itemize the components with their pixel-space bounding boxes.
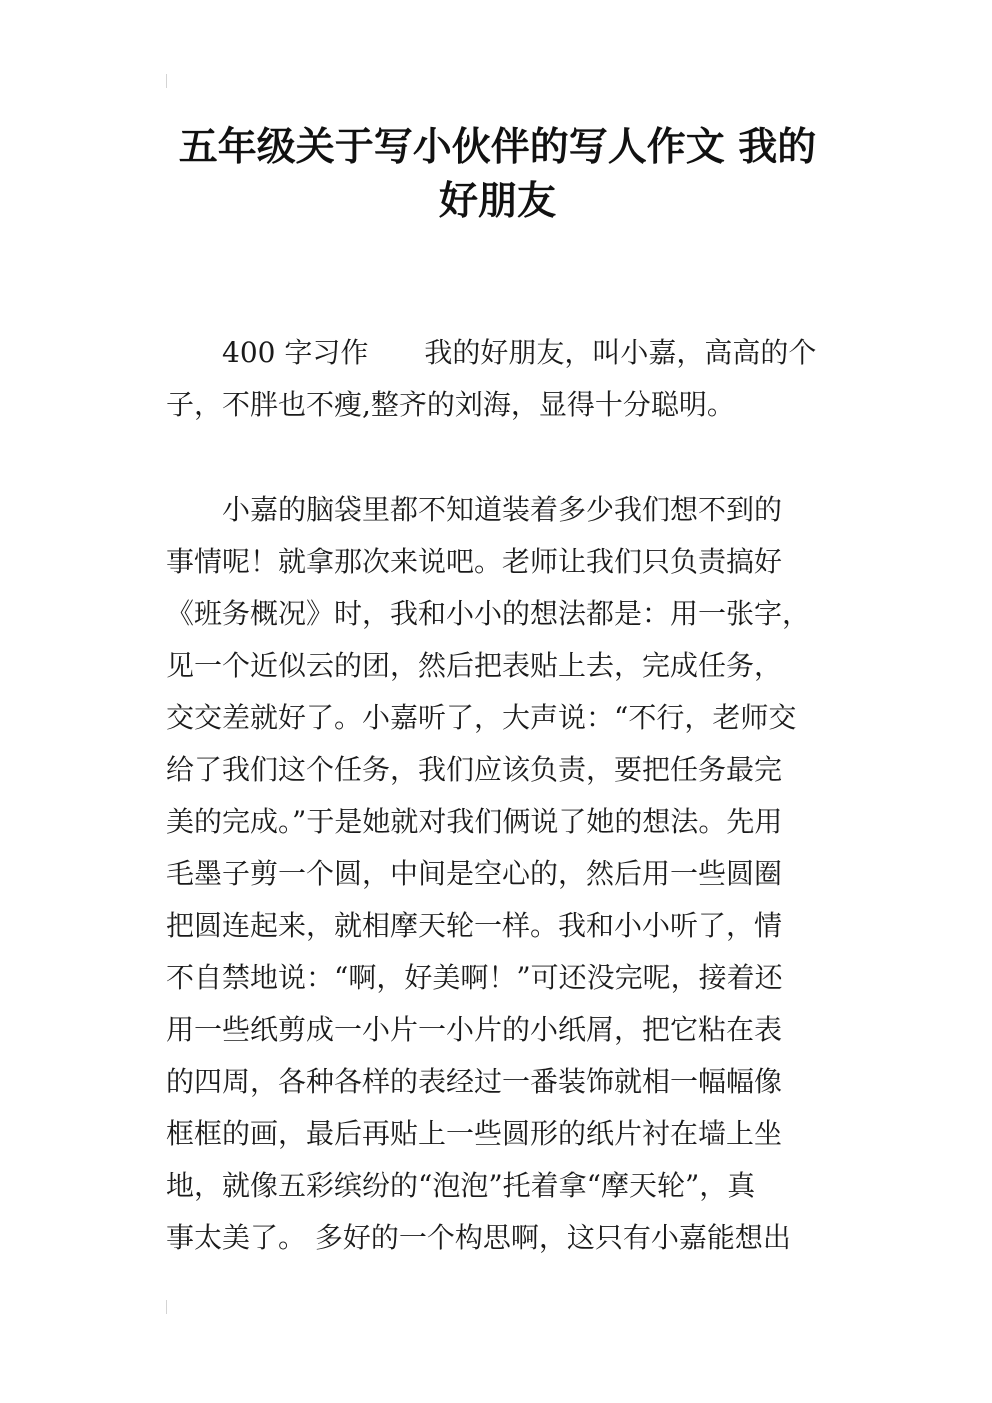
text-line: 事太美了。 多好的一个构思啊，这只有小嘉能想出 — [166, 1221, 791, 1254]
text-line: 给了我们这个任务，我们应该负责，要把任务最完 — [166, 753, 783, 786]
text-line: 400 字习作 我的好朋友，叫小嘉，高高的个 — [166, 336, 817, 369]
text-line: 交交差就好了。小嘉听了，大声说：“不行，老师交 — [166, 701, 797, 734]
paragraph-intro — [166, 327, 829, 431]
text-line: 美的完成。”于是她就对我们俩说了她的想法。先用 — [166, 805, 783, 838]
text-line: 地，就像五彩缤纷的“泡泡”托着拿“摩天轮”，真 — [166, 1169, 756, 1202]
document-title — [166, 121, 829, 229]
text-line: 用一些纸剪成一小片一小片的小纸屑，把它粘在表 — [166, 1013, 783, 1046]
text-line: 把圆连起来，就相摩天轮一样。我和小小听了，情 — [166, 909, 783, 942]
text-line: 不自禁地说：“啊，好美啊！”可还没完呢，接着还 — [166, 961, 783, 994]
text-line: 的四周，各种各样的表经过一番装饰就相一幅幅像 — [166, 1065, 783, 1098]
text-line: 框框的画，最后再贴上一些圆形的纸片衬在墙上坐 — [166, 1117, 783, 1150]
margin-mark-top — [166, 74, 167, 88]
margin-mark-bottom — [166, 1300, 167, 1314]
text-line: 毛墨子剪一个圆，中间是空心的，然后用一些圆圈 — [166, 857, 783, 890]
text-line: 事情呢！就拿那次来说吧。老师让我们只负责搞好 — [166, 545, 783, 578]
text-line: 《班务概况》时，我和小小的想法都是：用一张字， — [166, 597, 811, 630]
title-line-2: 好朋友 — [438, 179, 556, 224]
title-line-1: 五年级关于写小伙伴的写人作文 我的 — [178, 125, 817, 170]
text-line: 子，不胖也不瘦,整齐的刘海，显得十分聪明。 — [166, 388, 735, 421]
text-line: 见一个近似云的团，然后把表贴上去，完成任务， — [166, 649, 783, 682]
paragraph-story — [166, 484, 829, 1264]
text-line: 小嘉的脑袋里都不知道装着多少我们想不到的 — [166, 493, 783, 526]
